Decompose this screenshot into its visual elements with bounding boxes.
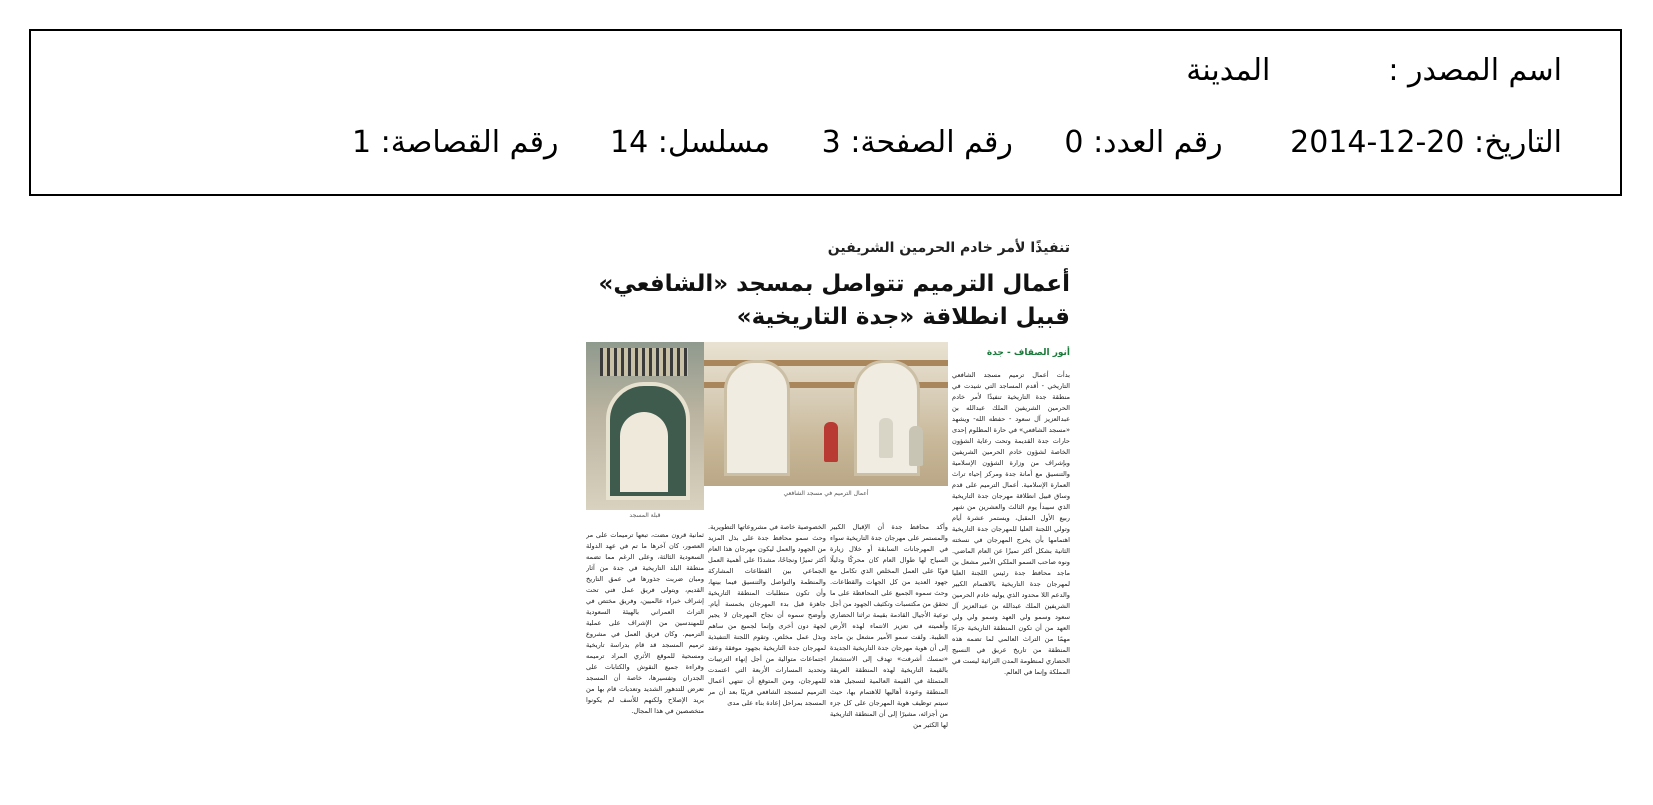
serial-value: 14: [610, 125, 649, 160]
issue-value: 0: [1064, 125, 1084, 160]
article-column-1: بدأت أعمال ترميم مسجد الشافعي التاريخي - أقدم المساجد التي شيدت في منطقة جدة التاريخية تنفيذًا لأمر خادم الحرمين الشريفين الملك عبدالله بن عبدالعزيز آل سعود - حفظه الله- ويشهد «مسجد الشافعي» في حارة المظلوم إحدى حارات جدة القديمة وتحت رعاية الشؤون الخاصة لشؤون خادم الحرمين الشريفين وبإشراف من وزارة الشؤون الإسلامية والتنسيق مع أمانة جدة ومركز إحياء تراث العمارة الإسلامية. أعمال الترميم على قدم وساق قبيل انطلاقة مهرجان جدة التاريخية الذي سيبدأ يوم الثالث والعشرين من شهر ربيع الأول المقبل، ويستمر عشرة أيام وتولي اللجنة العليا للمهرجان جدة التاريخية اهتمامها بأن يخرج المهرجان في نسخته الثانية بشكل أكثر تميزًا عن العام الماضي. ونوه صاحب السمو الملكي الأمير مشعل بن ماجد محافظ جدة رئيس اللجنة العليا لمهرجان جدة التاريخية بالاهتمام الكبير والدعم اللا محدود الذي يوليه خادم الحرمين الشريفين الملك عبدالله بن عبدالعزيز آل سعود وسمو ولي العهد وسمو ولي ولي العهد من أن تكون المنطقة التاريخية جزءًا مهمًا من التراث العالمي لما تضمه هذه المنطقة من تاريخ عريق في النسيج الحضاري لمنظومة المدن التراثية ليست في المملكة وإنما في العالم.: [952, 371, 1070, 676]
date-value: 2014-12-20: [1290, 125, 1465, 160]
article-kicker: تنفيذًا لأمر خادم الحرمين الشريفين: [827, 240, 1070, 256]
article-headline: أعمال الترميم تتواصل بمسجد «الشافعي» قبيل انطلاقة «جدة التاريخية»: [598, 271, 1070, 330]
meta-row: [352, 125, 1562, 160]
clipping-header-box: [29, 29, 1622, 196]
clip-label: رقم القصاصة:: [380, 125, 559, 160]
mihrab-photo-caption: قبلة المسجد: [629, 512, 661, 519]
article-column-2: وأكد محافظ جدة أن الإقبال الكبير والمستمر على مهرجان جدة التاريخية سواء في المهرجانات السابقة أو خلال زيارة السياح لها طوال العام كان محركًا ودليلًا قويًا على العمل المخلص الذي تكامل مع جهود العديد من كل الجهات والقطاعات. وحث سموه الجميع على المحافظة على ما تحقق من مكتسبات وتكثيف الجهود من أجل توعية الأجيال القادمة بقيمة تراثنا الحضاري وأهميته في تعزيز الانتماء لهذه الأرض الطيبة. ولفت سمو الأمير مشعل بن ماجد إلى أن هوية مهرجان جدة التاريخية الجديدة «تمسك أشرفت» تهدف إلى الاستشعار بالقيمة التاريخية لهذه المنطقة العريقة المتمثلة في القيمة العالمية لتسجيل هذه المنطقة وعودة أهاليها للاهتمام بها، حيث سيتم توظيف هوية المهرجان على كل جزء من أجزائه، مشيرًا إلى أن المنطقة التاريخية لها الكثير من: [830, 523, 948, 729]
article-column-4: ثمانية قرون مضت، تبعها ترميمات على مر العصور، كان آخرها ما تم في عهد الدولة السعودية الثالثة، وعلى الرغم مما تضمه منطقة البلد التاريخية في جدة من آثار ومبان ضربت جذورها في عمق التاريخ القديم، ويتولى فريق عمل فني تحت إشراف خبراء عالميين، وفريق مختص في التراث العمراني بالهيئة السعودية للمهندسين من الإشراف على عملية الترميم. وكان فريق العمل في مشروع ترميم المسجد قد قام بدراسة تاريخية ومسحية للموقع الأثري المراد ترميمه وقراءة جميع النقوش والكتابات على الجدران وتفسيرها، خاصة أن المسجد تعرض للتدهور الشديد وتعديات قام بها من يريد الإصلاح ولكنهم للأسف لم يكونوا متخصصين في هذا المجال.: [586, 531, 704, 715]
newspaper-clipping: [560, 240, 1070, 780]
article-column-3: الخصوصية خاصة في مشروعاتها التطويرية. وحث سمو محافظ جدة على بذل المزيد من الجهود والعمل ليكون مهرجان هذا العام أكثر تميزًا ونجاحًا، مشددًا على أهمية العمل الجماعي بين القطاعات المشاركة والمنظمة والتواصل والتنسيق فيما بينها، وأن تكون متطلبات المنطقة التاريخية جاهزة قبل بدء المهرجان بخمسة أيام. وأوضح سموه أن نجاح المهرجان لا يجير لجهة دون أخرى وإنما لجميع من ساهم وبذل عمل مخلص. وتقوم اللجنة التنفيذية لمهرجان جدة التاريخية بجهود موفقة وعقد اجتماعات متوالية من أجل إنهاء الترتيبات وتحديد المسارات الأربعة التي اعتمدت للمهرجان، ومن المتوقع أن تنتهي أعمال الترميم لمسجد الشافعي قريبًا بعد أن مر المسجد بمراحل إعادة بناء على مدى: [708, 523, 826, 707]
restoration-photo-caption: أعمال الترميم في مسجد الشافعي: [783, 490, 869, 497]
page-label: رقم الصفحة:: [850, 125, 1013, 160]
source-row: [1186, 53, 1562, 88]
source-value: المدينة: [1186, 53, 1271, 88]
article-byline: أنور الصقاف - جدة: [986, 348, 1070, 358]
clip-value: 1: [352, 125, 372, 160]
serial-label: مسلسل:: [657, 125, 771, 160]
issue-label: رقم العدد:: [1093, 125, 1223, 160]
restoration-photo: [704, 342, 948, 486]
page-value: 3: [821, 125, 841, 160]
date-label: التاريخ:: [1474, 125, 1562, 160]
source-label: اسم المصدر :: [1388, 53, 1562, 88]
mihrab-photo: [586, 342, 704, 510]
